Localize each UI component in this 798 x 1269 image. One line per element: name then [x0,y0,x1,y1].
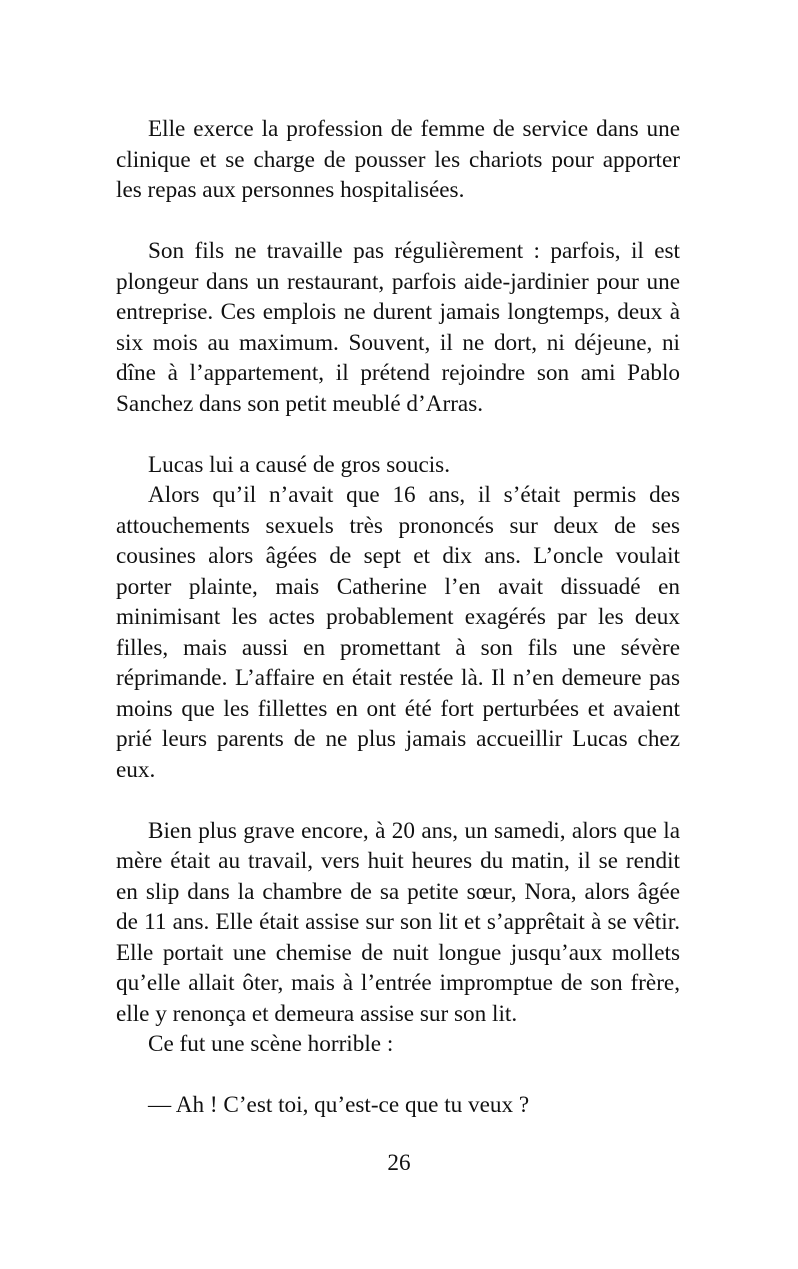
paragraph-7: — Ah ! C’est toi, qu’est-ce que tu veux ? [148,1092,530,1118]
page-body [116,114,680,1121]
paragraph-5: Bien plus grave encore, à 20 ans, un samedi, alors que la mère était au travail, vers huit heures du matin, il se rendit en slip dans la chambre de sa petite sœur, Nora, alors âgée de 11 ans. Elle était assise sur son lit et s’apprêtait à se vêtir. Elle portait une chemise de nuit longue jusqu’aux mollets qu’elle allait ôter, mais à l’entrée impromptue de son frère, elle y renonça et demeura assise sur son lit. [116,817,680,1027]
paragraph-4: Alors qu’il n’avait que 16 ans, il s’était permis des attouchements sexuels très prononcés sur deux de ses cousines alors âgées de sept et dix ans. L’oncle voulait porter plainte, mais Catherine l’en avait dissuadé en minimisant les actes probablement exagérés par les deux filles, mais aussi en promettant à son fils une sévère réprimande. L’affaire en était restée là. Il n’en demeure pas moins que les fillettes en ont été fort perturbées et avaient prié leurs parents de ne plus jamais accueillir Lucas chez eux. [116,482,680,783]
paragraph-3: Lucas lui a causé de gros soucis. [148,451,450,478]
page-number: 26 [387,1150,411,1176]
paragraph-6: Ce fut une scène horrible : [148,1031,394,1057]
paragraph-1: Elle exerce la profession de femme de service dans une clinique et se charge de pousser les chariots pour apporter les repas aux personnes hospitalisées. [116,116,680,203]
paragraph-2: Son fils ne travaille pas régulièrement : parfois, il est plongeur dans un restaurant, parfois aide-jardinier pour une entreprise. Ces emplois ne durent jamais longtemps, deux à six mois au maximum. Souvent, il ne dort, ni déjeune, ni dîne à l’appartement, il prétend rejoindre son ami Pablo Sanchez dans son petit meublé d’Arras. [116,238,680,417]
